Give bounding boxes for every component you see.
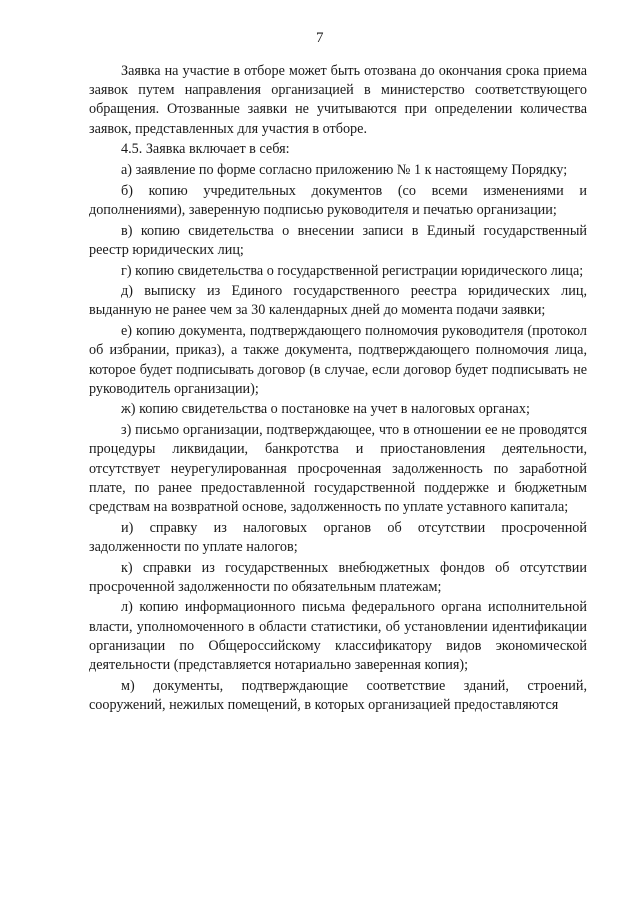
document-body	[89, 62, 587, 717]
list-item-z: з) письмо организации, подтверждающее, что в отношении ее не проводятся процедуры ликвидации, банкротства и приостановления деятельности, отсутствует неурегулированная просроченная задолженность по заработной плате, по ранее предоставленной государственной поддержке и бюджетным средствам на возвратной основе, задолженность по уплате уставного капитала;	[89, 422, 587, 515]
list-item-zh: ж) копию свидетельства о постановке на учет в налоговых органах;	[121, 401, 530, 418]
paragraph-section-4-5: 4.5. Заявка включает в себя:	[121, 141, 290, 158]
list-item-e: е) копию документа, подтверждающего полномочия руководителя (протокол об избрании, приказ), а также документа, подтверждающего полномочия лица, которое будет подписывать договор (в случае, если договор будет подписывать не руководитель организации);	[89, 323, 587, 397]
list-item-g: г) копию свидетельства о государственной регистрации юридического лица;	[121, 262, 584, 279]
list-item-i: и) справку из налоговых органов об отсутствии просроченной задолженности по уплате налогов;	[89, 519, 587, 555]
list-item-v: в) копию свидетельства о внесении записи в Единый государственный реестр юридических лиц;	[89, 222, 587, 258]
list-item-k: к) справки из государственных внебюджетных фондов об отсутствии просроченной задолженности по обязательным платежам;	[89, 559, 587, 595]
list-item-l: л) копию информационного письма федерального органа исполнительной власти, уполномоченного в области статистики, об установлении идентификации организации по Общероссийскому классификатору видов экономической деятельности (представляется нотариально заверенная копия);	[89, 599, 587, 674]
page-number: 7	[316, 30, 324, 46]
paragraph-withdrawal: Заявка на участие в отборе может быть отозвана до окончания срока приема заявок путем направления организацией в министерство соответствующего обращения. Отозванные заявки не учитываются при определении количества заявок, представленных для участия в отборе.	[89, 63, 587, 137]
list-item-a: а) заявление по форме согласно приложению № 1 к настоящему Порядку;	[121, 162, 568, 179]
list-item-m: м) документы, подтверждающие соответствие зданий, строений, сооружений, нежилых помещений, в которых организацией предоставляются	[89, 677, 587, 713]
list-item-b: б) копию учредительных документов (со всеми изменениями и дополнениями), заверенную подписью руководителя и печатью организации;	[89, 182, 587, 218]
list-item-d: д) выписку из Единого государственного реестра юридических лиц, выданную не ранее чем за 30 календарных дней до момента подачи заявки;	[89, 283, 587, 319]
